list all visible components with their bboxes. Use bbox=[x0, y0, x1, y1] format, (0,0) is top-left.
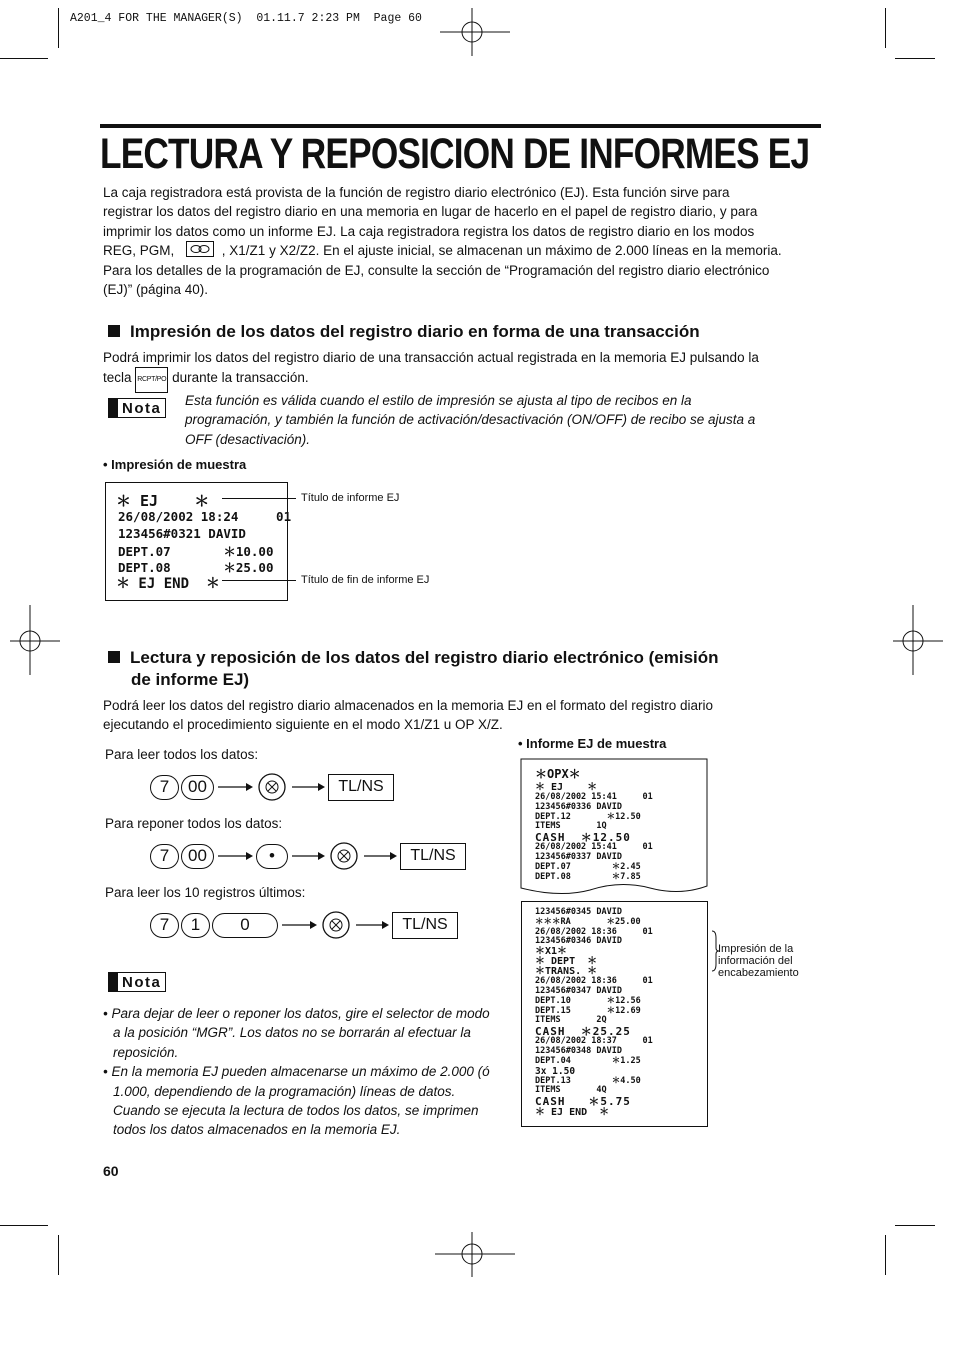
intro-line: Para los detalles de la programación de EJ, consulte la sección de “Programación del registro diario electrónico bbox=[103, 262, 770, 278]
receipt-line: DEPT.10 ＊12.56 bbox=[535, 995, 641, 1006]
intro-line-text: REG, PGM, bbox=[103, 243, 175, 259]
nota-line: todos los datos almacenados en la memoria EJ. bbox=[113, 1122, 401, 1138]
key-7: 7 bbox=[150, 844, 179, 869]
nota-line: a la posición “MGR”. Los datos no se borrarán al efectuar la bbox=[113, 1025, 471, 1041]
receipt-line: DEPT.12 ＊12.50 bbox=[535, 811, 641, 822]
receipt-line: 26/08/2002 18:24 01 bbox=[118, 509, 292, 524]
callout-line-text: información del bbox=[718, 955, 793, 967]
receipt-line: ＊＊＊RA ＊25.00 bbox=[535, 916, 641, 927]
registration-mark-right bbox=[893, 605, 943, 675]
registration-mark-top bbox=[440, 8, 510, 58]
nota-line: • En la memoria EJ pueden almacenarse un máximo de 2.000 (ó bbox=[103, 1064, 490, 1080]
proc3-label: Para leer los 10 registros últimos: bbox=[105, 885, 306, 900]
nota-text-1 bbox=[185, 391, 815, 449]
crop-mark bbox=[58, 8, 59, 48]
registration-mark-left bbox=[10, 605, 60, 675]
mode-key-icon bbox=[186, 241, 214, 257]
crop-mark bbox=[895, 1225, 935, 1226]
section1-line-text: durante la transacción. bbox=[172, 370, 309, 386]
receipt-line: ＊X1＊ bbox=[535, 946, 568, 958]
receipt-line: DEPT.07 ＊10.00 bbox=[118, 544, 274, 559]
receipt-line: ＊ DEPT ＊ bbox=[535, 956, 598, 968]
callout-line-text: encabezamiento bbox=[718, 967, 799, 979]
crop-mark bbox=[0, 58, 48, 59]
proc1-label: Para leer todos los datos: bbox=[105, 747, 259, 762]
intro-paragraph bbox=[103, 183, 823, 299]
callout-line bbox=[222, 580, 296, 581]
receipt-line: 26/08/2002 15:41 01 bbox=[535, 842, 653, 853]
registration-mark-bottom bbox=[435, 1232, 515, 1277]
receipt-line: DEPT.07 ＊2.45 bbox=[535, 861, 641, 872]
receipt-line: DEPT.08 ＊25.00 bbox=[118, 560, 274, 575]
receipt-top-content bbox=[535, 767, 653, 882]
receipt-line: 123456#0347 DAVID bbox=[535, 985, 622, 996]
print-file-header: A201_4 FOR THE MANAGER(S) 01.11.7 2:23 PM Page 60 bbox=[70, 12, 422, 25]
section2-line: Podrá leer los datos del registro diario almacenados en la memoria EJ en el formato del registro diario bbox=[103, 698, 714, 713]
section2-heading-line: de informe EJ) bbox=[131, 670, 250, 689]
nota-line: OFF (desactivación). bbox=[185, 431, 311, 447]
section1-line: Podrá imprimir los datos del registro diario de una transacción actual registrada en la memoria EJ pulsando la bbox=[103, 350, 759, 365]
arrow-icon bbox=[290, 851, 326, 861]
callout-title-label: Título de informe EJ bbox=[301, 492, 400, 504]
receipt-line: DEPT.13 ＊4.50 bbox=[535, 1075, 641, 1086]
nota-line: Esta función es válida cuando el estilo de impresión se ajusta al tipo de recibos en la bbox=[185, 393, 692, 408]
section2-heading bbox=[108, 647, 828, 691]
nota-line: 1.000, dependiendo de la programación) líneas de datos. bbox=[113, 1083, 456, 1099]
nota-label-2: Nota bbox=[117, 972, 166, 992]
section1-heading bbox=[108, 321, 700, 343]
section2-text bbox=[103, 696, 823, 735]
receipt-line: ITEMS 2Q bbox=[535, 1015, 607, 1026]
receipt-bottom-content bbox=[535, 908, 653, 1118]
section1-text bbox=[103, 348, 823, 393]
arrow-icon bbox=[362, 851, 398, 861]
key-sequence-reset-all bbox=[150, 842, 466, 870]
receipt-line: ＊TRANS. ＊ bbox=[535, 966, 598, 978]
crop-mark bbox=[895, 58, 935, 59]
receipt-line: ＊ EJ END ＊ bbox=[116, 576, 220, 592]
sample-receipt bbox=[105, 482, 292, 601]
receipt-line: ITEMS 4Q bbox=[535, 1085, 607, 1096]
receipt-line: ＊ EJ END ＊ bbox=[535, 1107, 610, 1119]
receipt-line: 26/08/2002 18:37 01 bbox=[535, 1036, 653, 1047]
key-dot: • bbox=[256, 844, 288, 869]
intro-line: La caja registradora está provista de la función de registro diario electrónico (EJ). Esta función sirve para bbox=[103, 185, 730, 200]
receipt-line: 123456#0348 DAVID bbox=[535, 1045, 622, 1056]
rcpt-po-key-icon: RCPT/PO bbox=[135, 367, 168, 392]
key-sequence-read-all bbox=[150, 773, 394, 801]
nota-label-1: Nota bbox=[117, 398, 166, 418]
receipt-line: 26/08/2002 15:41 01 bbox=[535, 792, 653, 802]
proc2-label: Para reponer todos los datos: bbox=[105, 816, 283, 831]
page-number: 60 bbox=[103, 1163, 119, 1179]
key-00: 00 bbox=[181, 844, 214, 869]
arrow-icon bbox=[354, 920, 390, 930]
crop-mark bbox=[0, 1225, 48, 1226]
arrow-icon bbox=[216, 782, 254, 792]
receipt-line: 123456#0345 DAVID bbox=[535, 907, 622, 917]
tl-ns-key: TL/NS bbox=[392, 912, 458, 939]
receipt-line: 123456#0346 DAVID bbox=[535, 936, 622, 947]
multiply-key-icon bbox=[328, 842, 360, 870]
nota-text-2 bbox=[103, 1004, 523, 1140]
nota-marker-icon bbox=[108, 972, 117, 992]
nota-line: • Para dejar de leer o reponer los datos, gire el selector de modo bbox=[103, 1006, 490, 1021]
section2-heading-line bbox=[108, 647, 828, 669]
key-sequence-read-last-10 bbox=[150, 911, 458, 939]
receipt-line: DEPT.15 ＊12.69 bbox=[535, 1005, 641, 1016]
intro-line-text: , X1/Z1 y X2/Z2. En el ajuste inicial, se almacenan un máximo de 2.000 líneas en la memoria. bbox=[221, 243, 782, 259]
nota-line: reposición. bbox=[113, 1044, 179, 1060]
nota-line: Cuando se ejecuta la lectura de todos los datos, se imprimen bbox=[113, 1103, 479, 1119]
callout-end-label: Título de fin de informe EJ bbox=[301, 574, 430, 586]
arrow-icon bbox=[216, 851, 254, 861]
nota-line: programación, y también la función de activación/desactivación (ON/OFF) de recibo se ajusta a bbox=[185, 412, 756, 428]
header-info-callout bbox=[718, 943, 799, 979]
receipt-line: 123456#0337 DAVID bbox=[535, 851, 622, 862]
receipt-line: 123456#0336 DAVID bbox=[535, 801, 622, 812]
nota-item bbox=[103, 1004, 523, 1062]
receipt-line: ITEMS 1Q bbox=[535, 821, 607, 832]
tl-ns-key: TL/NS bbox=[328, 774, 394, 801]
section2-heading-text: Lectura y reposición de los datos del registro diario electrónico (emisión bbox=[130, 648, 719, 667]
nota-marker-icon bbox=[108, 398, 117, 418]
callout-line-text: Impresión de la bbox=[718, 943, 794, 955]
key-00: 00 bbox=[181, 775, 214, 800]
tl-ns-key: TL/NS bbox=[400, 843, 466, 870]
key-7: 7 bbox=[150, 913, 179, 938]
receipt-line: CASH ＊5.75 bbox=[535, 1095, 631, 1109]
square-bullet-icon bbox=[108, 651, 120, 663]
receipt-line: ＊ EJ ＊ bbox=[535, 782, 598, 793]
key-7: 7 bbox=[150, 775, 179, 800]
receipt-line: ＊OPX＊ bbox=[535, 767, 581, 781]
section1-line bbox=[103, 367, 823, 392]
arrow-icon bbox=[290, 782, 326, 792]
multiply-key-icon bbox=[256, 773, 288, 801]
section1-heading-text: Impresión de los datos del registro diario en forma de una transacción bbox=[130, 322, 700, 341]
receipt-line: 123456#0321 DAVID bbox=[118, 526, 246, 541]
receipt-line: ＊ EJ ＊ bbox=[116, 492, 210, 510]
key-0: 0 bbox=[212, 913, 278, 938]
crop-mark bbox=[58, 1235, 59, 1275]
receipt-line: 26/08/2002 18:36 01 bbox=[535, 926, 653, 937]
section2-line: ejecutando el procedimiento siguiente en el modo X1/Z1 u OP X/Z. bbox=[103, 717, 503, 733]
sample-print-label: • Impresión de muestra bbox=[103, 457, 247, 472]
crop-mark bbox=[885, 1235, 886, 1275]
nota-item bbox=[103, 1062, 523, 1140]
page-title: LECTURA Y REPOSICION DE INFORMES EJ bbox=[100, 130, 810, 178]
title-rule bbox=[100, 124, 821, 128]
receipt-line: 3x 1.50 bbox=[535, 1065, 576, 1077]
receipt-line: DEPT.04 ＊1.25 bbox=[535, 1055, 641, 1066]
receipt-line: CASH ＊25.25 bbox=[535, 1025, 631, 1039]
intro-line: registrar los datos del registro diario en una memoria en lugar de hacerlo en el papel de registro diario, y para bbox=[103, 204, 758, 220]
square-bullet-icon bbox=[108, 325, 120, 337]
crop-mark bbox=[885, 8, 886, 48]
receipt-line: CASH ＊12.50 bbox=[535, 831, 631, 845]
arrow-icon bbox=[280, 920, 318, 930]
receipt-line: DEPT.08 ＊7.85 bbox=[535, 871, 641, 882]
sample-report-label: • Informe EJ de muestra bbox=[518, 736, 667, 751]
key-1: 1 bbox=[181, 913, 210, 938]
section1-line-text: tecla bbox=[103, 370, 132, 386]
receipt-line: 26/08/2002 18:36 01 bbox=[535, 976, 653, 987]
intro-line: imprimir los datos como un informe EJ. La caja registradora registra los datos de registro diario en los modos bbox=[103, 223, 755, 239]
callout-line bbox=[222, 498, 296, 499]
multiply-key-icon bbox=[320, 911, 352, 939]
intro-line: (EJ)” (página 40). bbox=[103, 282, 209, 298]
intro-line bbox=[103, 241, 823, 260]
